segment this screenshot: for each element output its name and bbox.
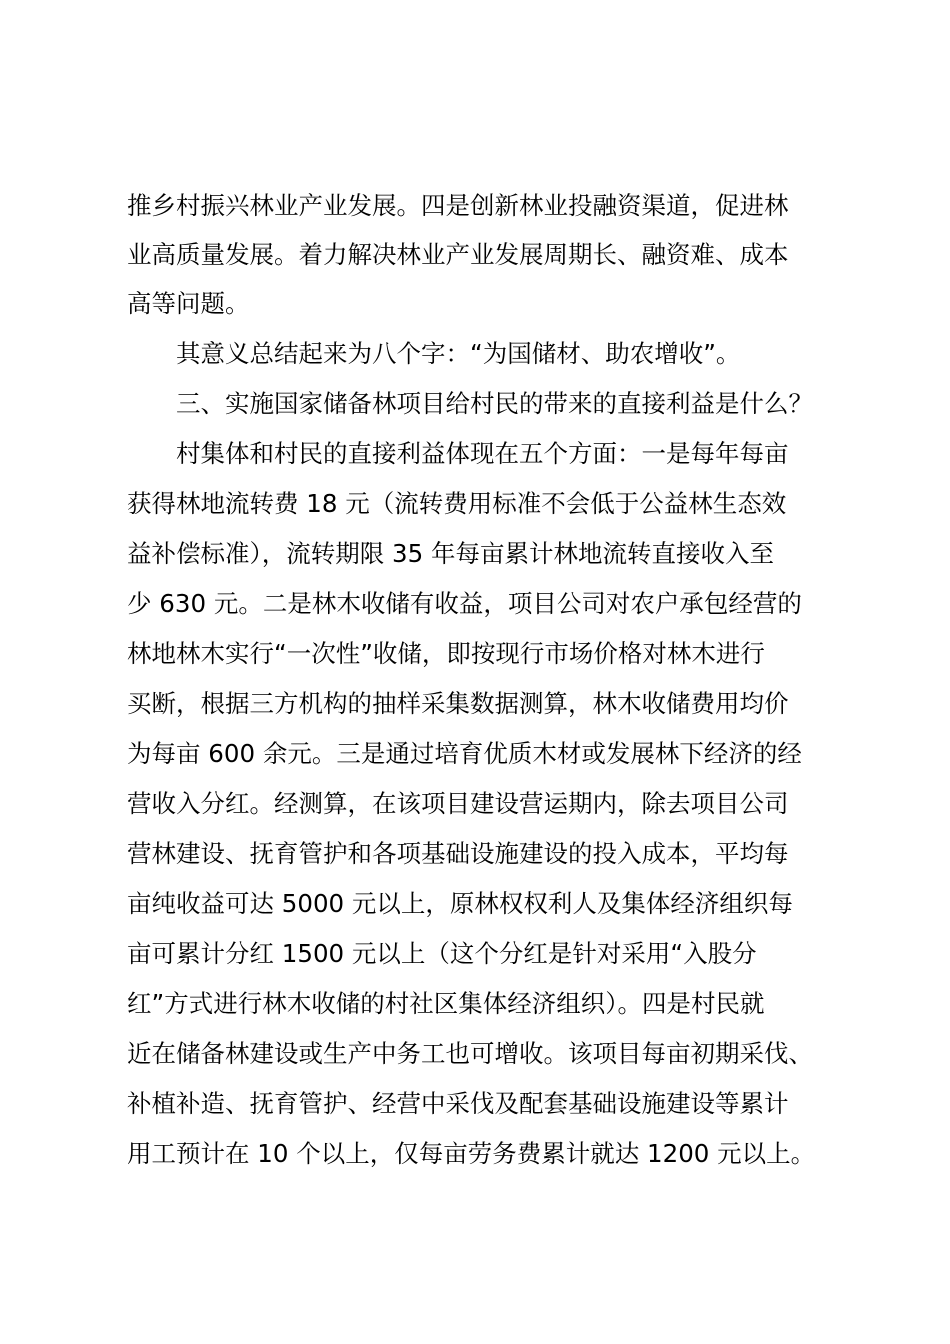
summary-paragraph: 其意义总结起来为八个字：“为国储材、助农增收”。: [176, 339, 741, 368]
text-line-16: 亩可累计分红 1500 元以上（这个分红是针对采用“入股分: [127, 939, 757, 968]
text-line-6: 村集体和村民的直接利益体现在五个方面：一是每年每亩: [176, 439, 789, 468]
text-line-11: 买断，根据三方机构的抽样采集数据测算，林木收储费用均价: [127, 689, 789, 718]
text-line-3: 高等问题。: [127, 289, 250, 318]
text-line-1: 推乡村振兴林业产业发展。四是创新林业投融资渠道，促进林: [127, 191, 789, 220]
text-line-19: 补植补造、抚育管护、经营中采伐及配套基础设施建设等累计: [127, 1089, 789, 1118]
text-line-12: 为每亩 600 余元。三是通过培育优质木材或发展林下经济的经: [127, 739, 802, 768]
text-line-9: 少 630 元。二是林木收储有收益，项目公司对农户承包经营的: [127, 589, 802, 618]
text-line-14: 营林建设、抚育管护和各项基础设施建设的投入成本，平均每: [127, 839, 789, 868]
text-line-8: 益补偿标准），流转期限 35 年每亩累计林地流转直接收入至: [127, 539, 774, 568]
text-line-17: 红”方式进行林木收储的村社区集体经济组织）。四是村民就: [127, 989, 765, 1018]
text-line-2: 业高质量发展。着力解决林业产业发展周期长、融资难、成本: [127, 240, 789, 269]
section-heading: 三、实施国家储备林项目给村民的带来的直接利益是什么？: [176, 389, 813, 418]
text-line-18: 近在储备林建设或生产中务工也可增收。该项目每亩初期采伐、: [127, 1039, 813, 1068]
text-line-13: 营收入分红。经测算，在该项目建设营运期内，除去项目公司: [127, 789, 789, 818]
text-line-20: 用工预计在 10 个以上，仅每亩劳务费累计就达 1200 元以上。: [127, 1139, 816, 1168]
text-line-10: 林地林木实行“一次性”收储，即按现行市场价格对林木进行: [127, 639, 765, 668]
text-line-15: 亩纯收益可达 5000 元以上，原林权权利人及集体经济组织每: [127, 889, 793, 918]
text-line-7: 获得林地流转费 18 元（流转费用标准不会低于公益林生态效: [127, 489, 787, 518]
